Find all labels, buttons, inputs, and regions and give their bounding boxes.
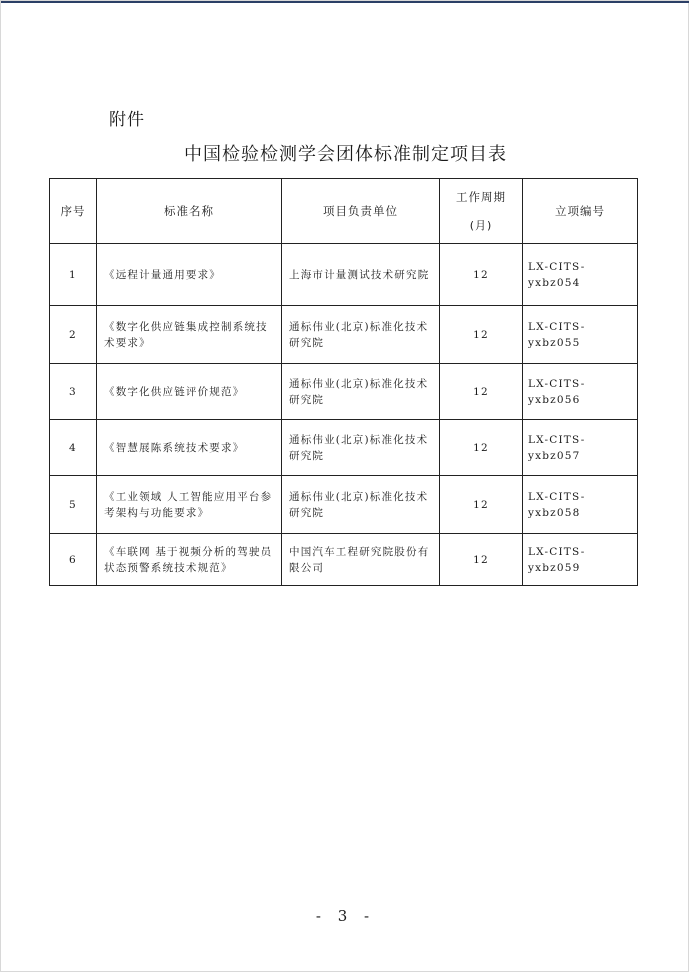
row-work-cycle: 12 [440,420,523,476]
row-number: 6 [50,534,97,586]
row-project-code: LX-CITS-yxbz054 [523,244,638,306]
row-standard-name: 《工业领域 人工智能应用平台参考架构与功能要求》 [97,476,282,534]
row-work-cycle: 12 [440,306,523,364]
table-header-row [50,179,638,244]
row-work-cycle: 12 [440,476,523,534]
table-row [50,476,638,534]
project-table [49,178,638,586]
header-cycle [440,179,523,244]
header-name: 标准名称 [97,179,282,244]
row-responsible-unit: 上海市计量测试技术研究院 [282,244,440,306]
table-body [50,244,638,586]
page-number: - 3 - [315,907,376,925]
row-responsible-unit: 通标伟业(北京)标准化技术研究院 [282,364,440,420]
row-project-code: LX-CITS-yxbz059 [523,534,638,586]
header-cycle-unit: (月) [469,219,493,232]
row-responsible-unit: 通标伟业(北京)标准化技术研究院 [282,306,440,364]
row-standard-name: 《数字化供应链评价规范》 [97,364,282,420]
row-number: 3 [50,364,97,420]
table-row [50,364,638,420]
row-project-code: LX-CITS-yxbz057 [523,420,638,476]
row-standard-name: 《车联网 基于视频分析的驾驶员状态预警系统技术规范》 [97,534,282,586]
table-row [50,306,638,364]
row-project-code: LX-CITS-yxbz058 [523,476,638,534]
table-row [50,244,638,306]
row-responsible-unit: 中国汽车工程研究院股份有限公司 [282,534,440,586]
table-row [50,420,638,476]
header-code: 立项编号 [523,179,638,244]
page-title: 中国检验检测学会团体标准制定项目表 [184,144,507,165]
header-cycle-label: 工作周期 [456,190,506,204]
row-standard-name: 《智慧展陈系统技术要求》 [97,420,282,476]
row-number: 5 [50,476,97,534]
row-work-cycle: 12 [440,534,523,586]
row-project-code: LX-CITS-yxbz056 [523,364,638,420]
header-unit: 项目负责单位 [282,179,440,244]
row-work-cycle: 12 [440,364,523,420]
attachment-label: 附件 [109,110,145,130]
table-row [50,534,638,586]
row-work-cycle: 12 [440,244,523,306]
row-number: 2 [50,306,97,364]
row-responsible-unit: 通标伟业(北京)标准化技术研究院 [282,420,440,476]
row-standard-name: 《数字化供应链集成控制系统技术要求》 [97,306,282,364]
row-standard-name: 《远程计量通用要求》 [97,244,282,306]
row-number: 4 [50,420,97,476]
row-number: 1 [50,244,97,306]
row-project-code: LX-CITS-yxbz055 [523,306,638,364]
header-number: 序号 [50,179,97,244]
window-top-edge [1,1,689,3]
row-responsible-unit: 通标伟业(北京)标准化技术研究院 [282,476,440,534]
